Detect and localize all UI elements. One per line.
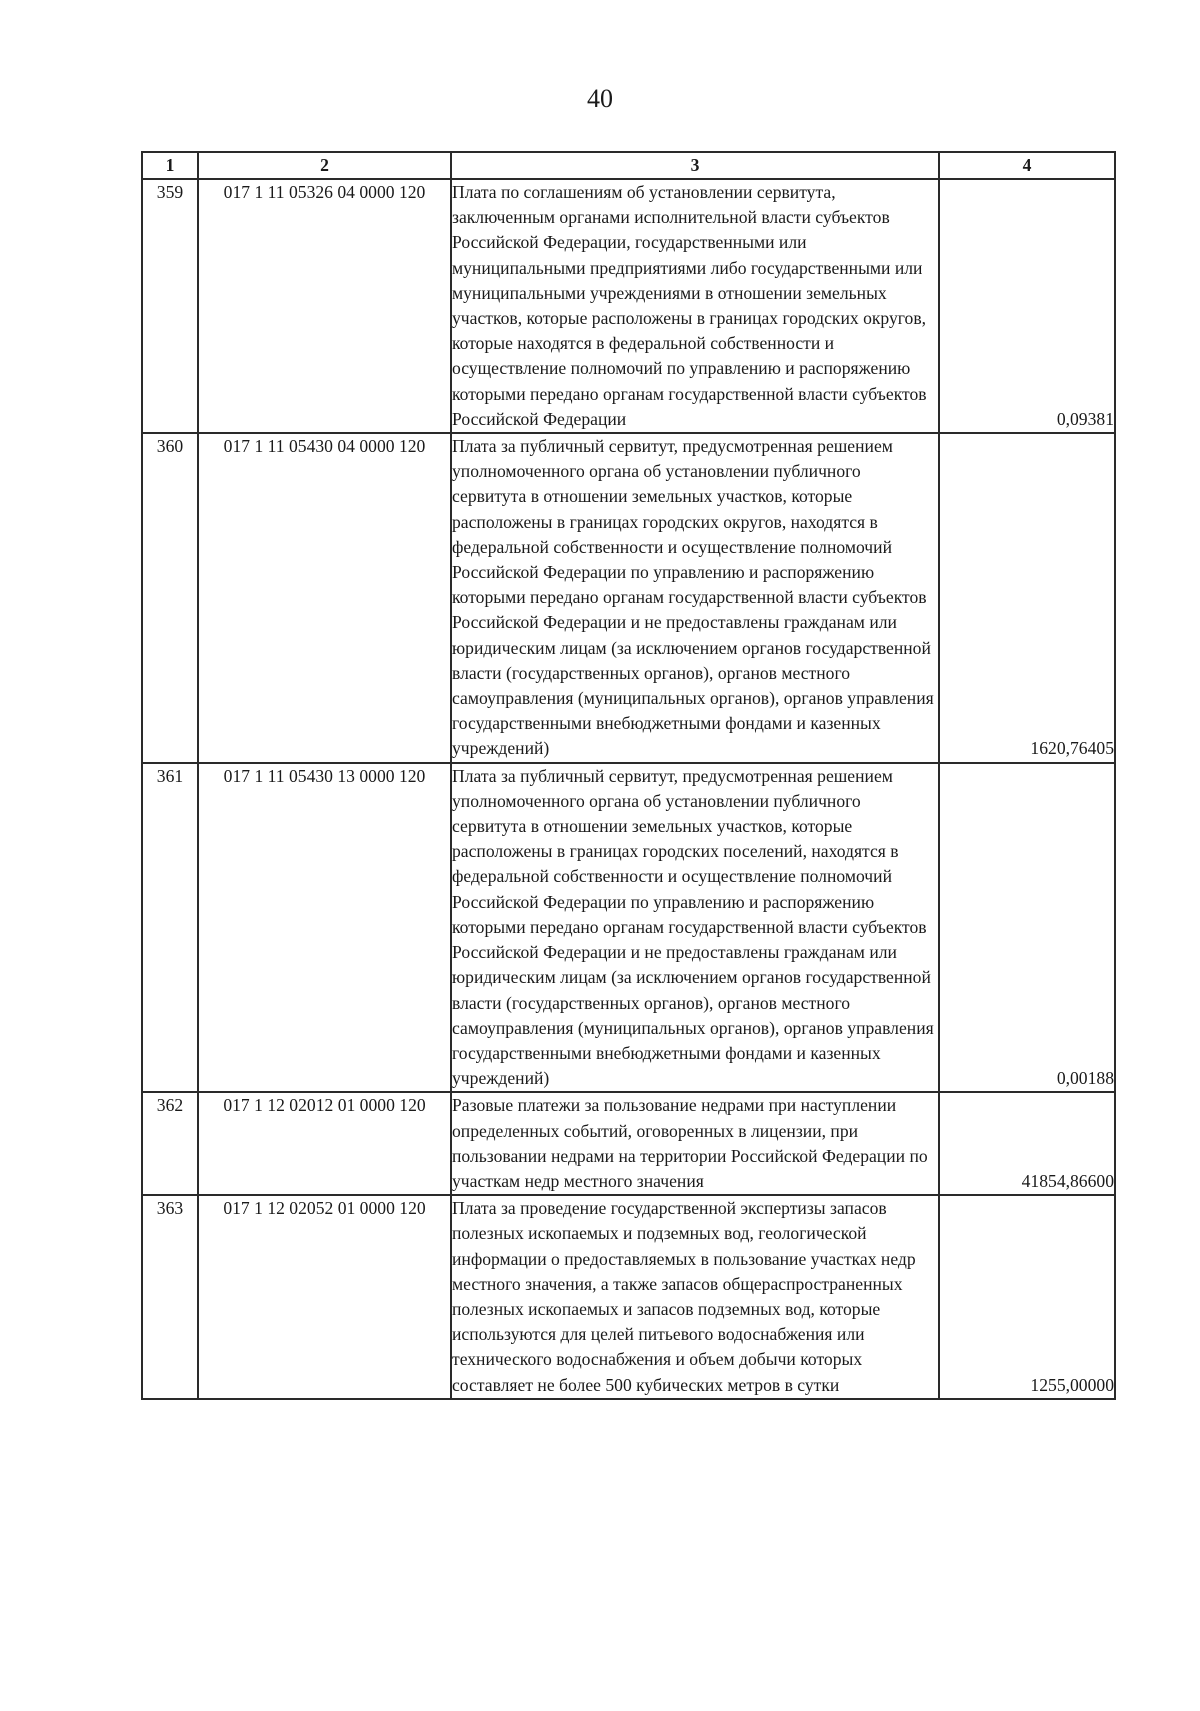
page-number: 40 bbox=[587, 84, 613, 113]
budget-classification-code: 017 1 11 05430 13 0000 120 bbox=[198, 763, 451, 1093]
revenue-description: Плата за публичный сервитут, предусмотренная решением уполномоченного органа об установлении публичного сервитута в отношении земельных участков, которые расположены в границах городских округов, находятся в федеральной собственности и осуществление полномочий Российской Федерации по управлению и распоряжению которыми передано органам государственной власти субъектов Российской Федерации и не предоставлены гражданам или юридическим лицам (за исключением органов государственной власти (государственных органов), органов местного самоуправления (муниципальных органов), органов управления государственными внебюджетными фондами и казенных учреждений) bbox=[451, 433, 939, 763]
column-header-description: 3 bbox=[451, 152, 939, 179]
table-row bbox=[142, 1195, 1115, 1399]
amount-value: 0,09381 bbox=[939, 179, 1115, 433]
budget-classification-code: 017 1 11 05326 04 0000 120 bbox=[198, 179, 451, 433]
table-row bbox=[142, 763, 1115, 1093]
row-number: 363 bbox=[142, 1195, 198, 1399]
revenue-description: Плата за публичный сервитут, предусмотренная решением уполномоченного органа об установлении публичного сервитута в отношении земельных участков, которые расположены в границах городских поселений, находятся в федеральной собственности и осуществление полномочий Российской Федерации по управлению и распоряжению которыми передано органам государственной власти субъектов Российской Федерации и не предоставлены гражданам или юридическим лицам (за исключением органов государственной власти (государственных органов), органов местного самоуправления (муниципальных органов), органов управления государственными внебюджетными фондами и казенных учреждений) bbox=[451, 763, 939, 1093]
budget-classification-code: 017 1 12 02012 01 0000 120 bbox=[198, 1092, 451, 1195]
revenue-description: Плата за проведение государственной экспертизы запасов полезных ископаемых и подземных вод, геологической информации о предоставляемых в пользование участках недр местного значения, а также запасов общераспространенных полезных ископаемых и запасов подземных вод, которые используются для целей питьевого водоснабжения или технического водоснабжения и объем добычи которых составляет не более 500 кубических метров в сутки bbox=[451, 1195, 939, 1399]
table-header-row bbox=[142, 152, 1115, 179]
column-header-code: 2 bbox=[198, 152, 451, 179]
budget-classification-code: 017 1 11 05430 04 0000 120 bbox=[198, 433, 451, 763]
column-header-number: 1 bbox=[142, 152, 198, 179]
column-header-amount: 4 bbox=[939, 152, 1115, 179]
budget-classification-code: 017 1 12 02052 01 0000 120 bbox=[198, 1195, 451, 1399]
table-row bbox=[142, 1092, 1115, 1195]
budget-revenue-table bbox=[141, 151, 1116, 1400]
amount-value: 0,00188 bbox=[939, 763, 1115, 1093]
row-number: 362 bbox=[142, 1092, 198, 1195]
row-number: 360 bbox=[142, 433, 198, 763]
row-number: 361 bbox=[142, 763, 198, 1093]
amount-value: 41854,86600 bbox=[939, 1092, 1115, 1195]
table-row bbox=[142, 179, 1115, 433]
table-row bbox=[142, 433, 1115, 763]
revenue-description: Плата по соглашениям об установлении сервитута, заключенным органами исполнительной власти субъектов Российской Федерации, государственными или муниципальными предприятиями либо государственными или муниципальными учреждениями в отношении земельных участков, которые расположены в границах городских округов, которые находятся в федеральной собственности и осуществление полномочий по управлению и распоряжению которыми передано органам государственной власти субъектов Российской Федерации bbox=[451, 179, 939, 433]
amount-value: 1255,00000 bbox=[939, 1195, 1115, 1399]
amount-value: 1620,76405 bbox=[939, 433, 1115, 763]
revenue-description: Разовые платежи за пользование недрами при наступлении определенных событий, оговоренных в лицензии, при пользовании недрами на территории Российской Федерации по участкам недр местного значения bbox=[451, 1092, 939, 1195]
row-number: 359 bbox=[142, 179, 198, 433]
